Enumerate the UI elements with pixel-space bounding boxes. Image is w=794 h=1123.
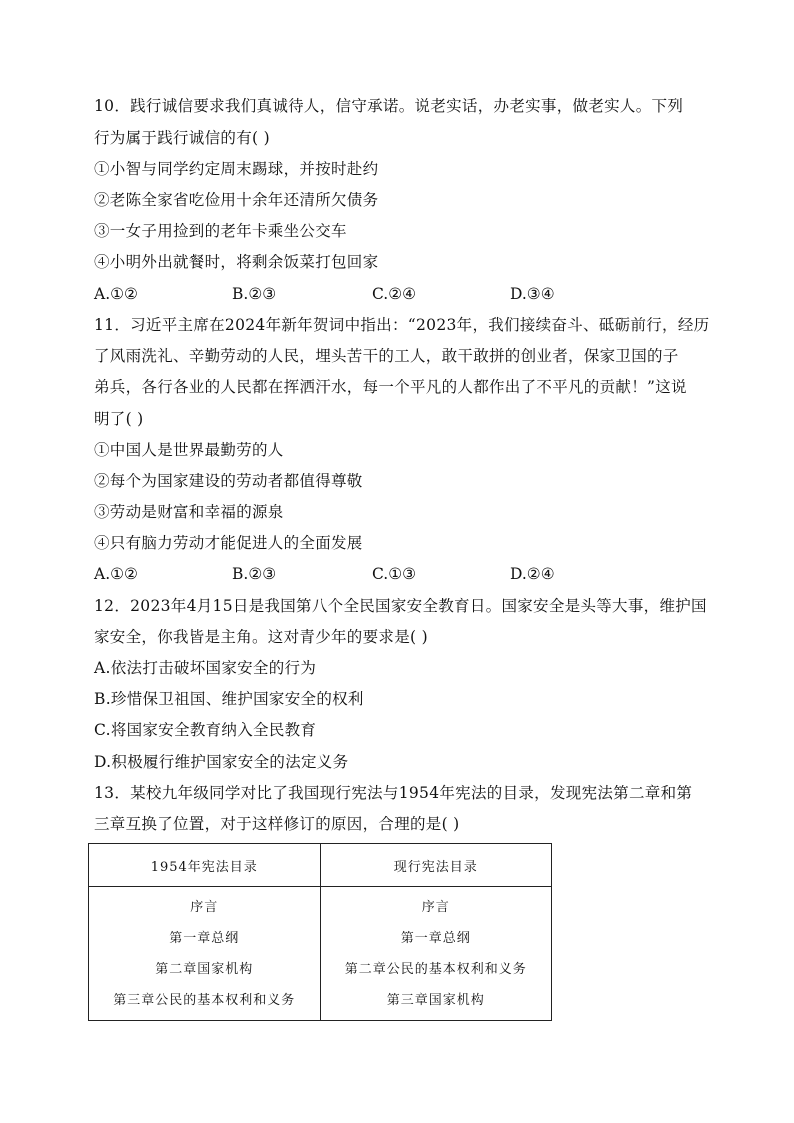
col2-line-2: 第一章总纲 [400,930,471,946]
q12-option-b[interactable]: B.珍惜保卫祖国、维护国家安全的权利 [94,690,364,708]
q11-options [94,564,654,584]
q10-item-2: ②老陈全家省吃俭用十余年还清所欠债务 [94,191,379,209]
q11-item-4: ④只有脑力劳动才能促进人的全面发展 [94,534,363,552]
q11-stem-line-3: 弟兵，各行各业的人民都在挥洒汗水，每一个平凡的人都作出了不平凡的贡献！”这说 [94,378,687,396]
q11-option-a[interactable]: A.①② [94,565,138,583]
header-current-constitution: 现行宪法目录 [320,844,552,887]
q11-stem-line-4: 明了( ) [94,410,144,428]
col2-line-4: 第三章国家机构 [386,992,485,1008]
col2-line-1: 序言 [421,899,450,915]
table-header-row [89,844,552,887]
q12-stem-line-2: 家安全，你我皆是主角。这对青少年的要求是( ) [94,628,428,646]
q10-item-3: ③一女子用捡到的老年卡乘坐公交车 [94,222,347,240]
q10-stem-line-1: 10．践行诚信要求我们真诚待人，信守承诺。说老实话，办老实事，做老实人。下列 [94,97,684,115]
col-current-contents [320,887,552,1021]
constitution-contents-table [88,843,552,1021]
col1-line-1: 序言 [190,899,219,915]
col1-line-2: 第一章总纲 [169,930,240,946]
q10-option-c[interactable]: C.②④ [372,285,417,303]
q10-stem-line-2: 行为属于践行诚信的有( ) [94,129,270,147]
header-1954-constitution: 1954年宪法目录 [89,844,321,887]
q10-option-a[interactable]: A.①② [94,285,138,303]
col2-line-3: 第二章公民的基本权利和义务 [344,961,527,977]
q10-option-b[interactable]: B.②③ [232,285,277,303]
col-1954-contents [89,887,321,1021]
table-row [89,887,552,1021]
q10-options [94,284,654,304]
q13-stem-line-1: 13．某校九年级同学对比了我国现行宪法与1954年宪法的目录，发现宪法第二章和第 [94,784,693,802]
col1-line-3: 第二章国家机构 [155,961,254,977]
q11-option-d[interactable]: D.②④ [510,565,555,583]
q11-item-1: ①中国人是世界最勤劳的人 [94,441,284,459]
q13-stem-line-2: 三章互换了位置，对于这样修订的原因，合理的是( ) [94,815,460,833]
q12-option-c[interactable]: C.将国家安全教育纳入全民教育 [94,721,317,739]
q11-stem-line-1: 11．习近平主席在2024年新年贺词中指出：“2023年，我们接续奋斗、砥砺前行，经历 [94,316,710,334]
q10-item-4: ④小明外出就餐时，将剩余饭菜打包回家 [94,253,379,271]
q12-option-d[interactable]: D.积极履行维护国家安全的法定义务 [94,753,349,771]
q11-stem-line-2: 了风雨洗礼、辛勤劳动的人民，埋头苦干的工人，敢干敢拼的创业者，保家卫国的子 [94,347,679,365]
col1-line-4: 第三章公民的基本权利和义务 [113,992,296,1008]
q11-option-b[interactable]: B.②③ [232,565,277,583]
q11-item-3: ③劳动是财富和幸福的源泉 [94,503,284,521]
q11-item-2: ②每个为国家建设的劳动者都值得尊敬 [94,472,363,490]
q12-stem-line-1: 12．2023年4月15日是我国第八个全民国家安全教育日。国家安全是头等大事，维护国 [94,597,707,615]
q11-option-c[interactable]: C.①③ [372,565,417,583]
q12-option-a[interactable]: A.依法打击破坏国家安全的行为 [94,659,317,677]
q10-item-1: ①小智与同学约定周末踢球，并按时赴约 [94,160,379,178]
q10-option-d[interactable]: D.③④ [510,285,555,303]
